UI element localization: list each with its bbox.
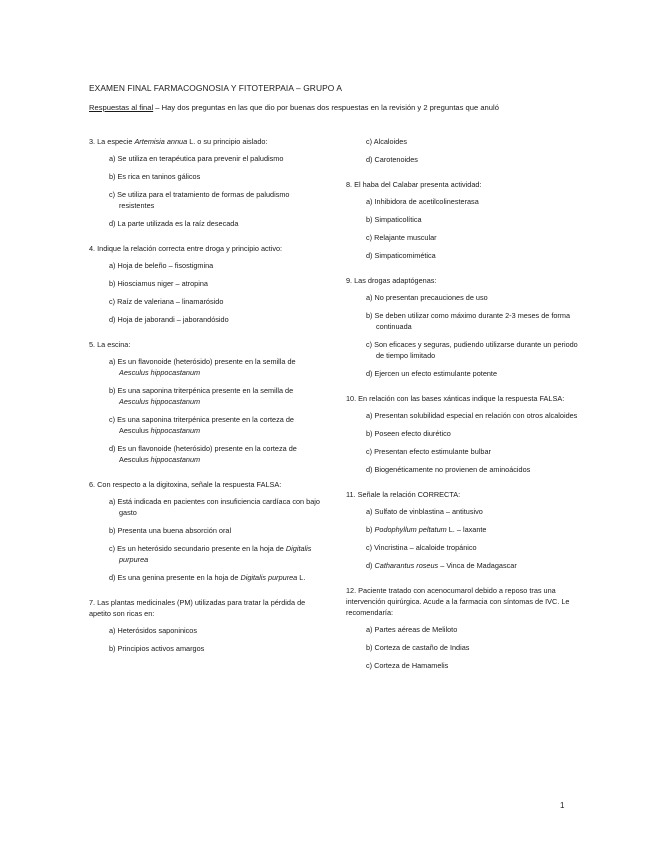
question-7-option-a: a) Heterósidos saponinicos (109, 626, 198, 635)
question-8 (346, 179, 582, 261)
question-10-option-b: b) Poseen efecto diurético (366, 429, 451, 438)
question-11-option-c: c) Vincristina – alcaloide tropánico (366, 543, 477, 552)
question-3-stem: 3. La especie Artemisia annua L. o su principio aislado: (89, 137, 268, 146)
question-4-option-d: d) Hoja de jaborandi – jaborandósido (109, 315, 229, 324)
question-8-option-d: d) Simpaticomimética (366, 251, 436, 260)
question-12-option-c: c) Corteza de Hamamelis (366, 661, 449, 670)
question-4-option-a: a) Hoja de beleño – fisostigmina (109, 261, 214, 270)
exam-title: EXAMEN FINAL FARMACOGNOSIA Y FITOTERPAIA – GRUPO A (89, 83, 343, 93)
question-9 (346, 275, 582, 379)
question-9-option-a: a) No presentan precauciones de uso (366, 293, 488, 302)
right-column (346, 136, 582, 685)
question-5-stem: 5. La escina: (89, 340, 131, 349)
question-5-option-b: b) Es una saponina triterpénica presente en la semilla de Aesculus hippocastanum (109, 386, 294, 406)
question-10-stem: 10. En relación con las bases xánticas indique la respuesta FALSA: (346, 394, 565, 403)
question-10-option-d: d) Biogenéticamente no provienen de aminoácidos (366, 465, 531, 474)
question-6-option-d: d) Es una genina presente en la hoja de Digitalis purpurea L. (109, 573, 306, 582)
question-6-stem: 6. Con respecto a la digitoxina, señale la respuesta FALSA: (89, 480, 282, 489)
question-9-option-c: c) Son eficaces y seguras, pudiendo utilizarse durante un periodo de tiempo limitado (366, 340, 578, 360)
question-8-stem: 8. El haba del Calabar presenta actividad: (346, 180, 482, 189)
question-9-option-b: b) Se deben utilizar como máximo durante 2-3 meses de forma continuada (366, 311, 571, 331)
question-5-option-d: d) Es un flavonoide (heterósido) presente en la corteza de Aesculus hippocastanum (109, 444, 297, 464)
question-11 (346, 489, 582, 571)
question-10-option-c: c) Presentan efecto estimulante bulbar (366, 447, 491, 456)
question-12-option-b: b) Corteza de castaño de Indias (366, 643, 470, 652)
question-11-option-b: b) Podophyllum peltatum L. – laxante (366, 525, 487, 534)
question-3 (89, 136, 321, 229)
question-3-option-d: d) La parte utilizada es la raíz desecada (109, 219, 239, 228)
question-5 (89, 339, 321, 465)
question-7-continued (346, 136, 582, 165)
question-5-option-c: c) Es una saponina triterpénica presente en la corteza de Aesculus hippocastanum (109, 415, 294, 435)
question-11-stem: 11. Señale la relación CORRECTA: (346, 490, 461, 499)
question-8-option-a: a) Inhibidora de acetilcolinesterasa (366, 197, 479, 206)
question-11-option-d: d) Catharantus roseus – Vinca de Madagascar (366, 561, 517, 570)
question-4-option-c: c) Raíz de valeriana – linamarósido (109, 297, 224, 306)
question-6 (89, 479, 321, 583)
intro-line (89, 103, 499, 112)
question-10 (346, 393, 582, 475)
question-12-option-a: a) Partes aéreas de Meliloto (366, 625, 458, 634)
question-3-option-b: b) Es rica en taninos gálicos (109, 172, 201, 181)
question-4-stem: 4. Indique la relación correcta entre droga y principio activo: (89, 244, 283, 253)
question-7-option-b: b) Principios activos amargos (109, 644, 205, 653)
page-number: 1 (560, 801, 565, 810)
question-8-option-b: b) Simpaticolítica (366, 215, 422, 224)
question-7-option-d: d) Carotenoides (366, 155, 418, 164)
question-7 (89, 597, 321, 654)
question-10-option-a: a) Presentan solubilidad especial en relación con otros alcaloides (366, 411, 578, 420)
left-column (89, 136, 321, 668)
question-9-option-d: d) Ejercen un efecto estimulante potente (366, 369, 498, 378)
question-9-stem: 9. Las drogas adaptógenas: (346, 276, 437, 285)
question-3-option-c: c) Se utiliza para el tratamiento de formas de paludismo resistentes (109, 190, 290, 210)
question-7-stem: 7. Las plantas medicinales (PM) utilizadas para tratar la pérdida de apetito son ricas en: (89, 598, 306, 618)
question-8-option-c: c) Relajante muscular (366, 233, 437, 242)
question-12 (346, 585, 582, 671)
question-6-option-b: b) Presenta una buena absorción oral (109, 526, 232, 535)
intro-label: Respuestas al final (89, 103, 154, 112)
question-12-stem: 12. Paciente tratado con acenocumarol debido a reposo tras una intervención quirúrgica. Acude a la farmacia con síntomas de IVC. Le recomendaría: (346, 586, 570, 617)
question-4-option-b: b) Hiosciamus niger – atropina (109, 279, 208, 288)
question-5-option-a: a) Es un flavonoide (heterósido) presente en la semilla de Aesculus hippocastanum (109, 357, 296, 377)
question-4 (89, 243, 321, 325)
question-3-option-a: a) Se utiliza en terapéutica para prevenir el paludismo (109, 154, 284, 163)
intro-text: – Hay dos preguntas en las que dio por buenas dos respuestas en la revisión y 2 preguntas que anuló (153, 103, 499, 112)
question-7-option-c: c) Alcaloides (366, 137, 407, 146)
question-11-option-a: a) Sulfato de vinblastina – antitusivo (366, 507, 483, 516)
question-6-option-c: c) Es un heterósido secundario presente en la hoja de Digitalis purpurea (109, 544, 312, 564)
question-6-option-a: a) Está indicada en pacientes con insuficiencia cardíaca con bajo gasto (109, 497, 320, 517)
